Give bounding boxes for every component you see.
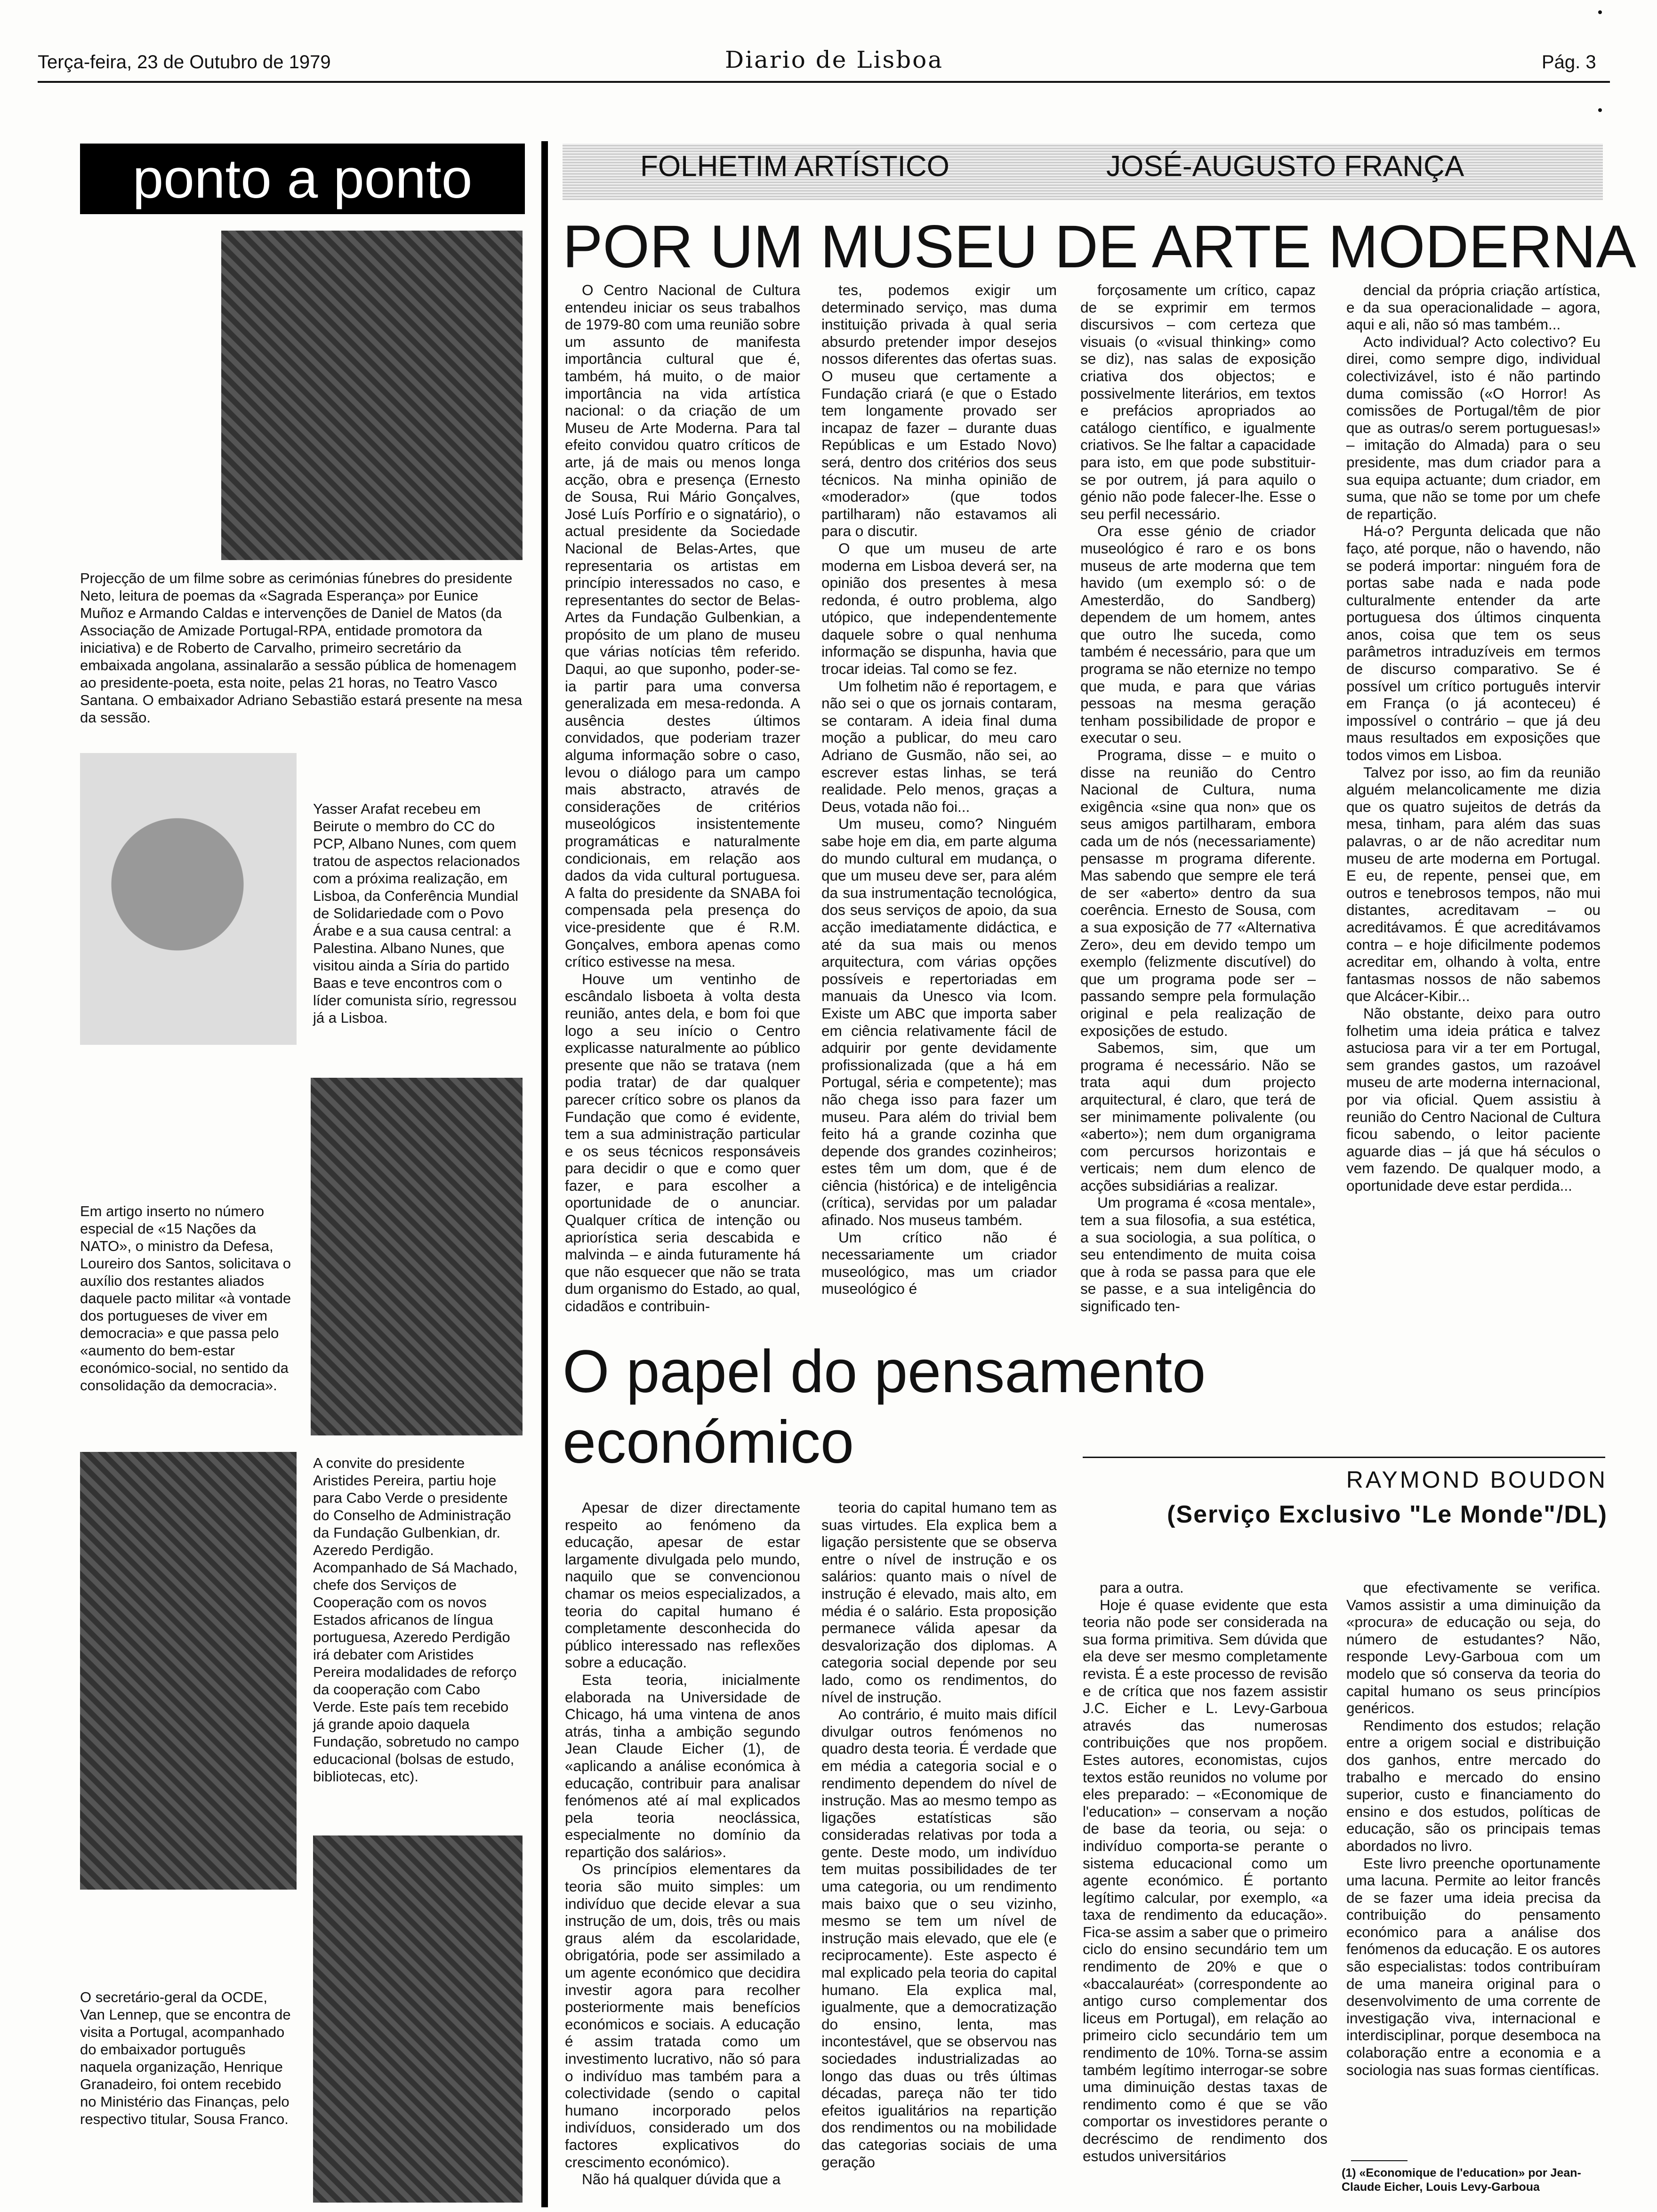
paragraph: Este livro preenche oportunamente uma lacuna. Permite ao leitor francês de se fazer uma ideia precisa da contribuição do pensamento económico para a análise dos fenómenos da educação. E os autores são especialistas: todos contribuíram de uma maneira original para o desenvolvimento de uma corrente de investigação viva, internacional e interdisciplinar, porque desemboca na colaboração entre a economia e a sociologia nas suas formas científicas.: [1346, 1854, 1601, 2078]
van-lennep-photo: [313, 1835, 523, 2203]
headline-papel: O papel do pensamento económico: [563, 1338, 1206, 1476]
funeral-procession-photo: [221, 231, 523, 560]
headline-museu: POR UM MUSEU DE ARTE MODERNA: [563, 213, 1636, 281]
paragraph: Ao contrário, é muito mais difícil divulgar outros fenómenos no quadro desta teoria. É verdade que em média a categoria social e o rendimento dependem do nível de instrução. Mas ao mesmo tempo as ligações estatísticas são consideradas relativas por toda a gente. Deste modo, um indivíduo tem muitas possibilidades de ter uma categoria, ou um rendimento mais baixo que o seu vizinho, mesmo se tem um nível de instrução mais elevado, que ele (e reciprocamente). Este aspecto é mal explicado pela teoria do capital humano. Ela explica mal, igualmente, que a democratização do ensino, lenta, mas incontestável, que se observou nas sociedades industrializadas ao longo das duas ou três últimas décadas, pareça não ter tido efeitos igualitários na repartição dos rendimentos ou na mobilidade das categorias sociais de uma geração: [821, 1706, 1057, 2171]
paragraph: Apesar de dizer directamente respeito ao fenómeno da educação, apesar de estar largamente divulgada pelo mundo, naquilo que se convencionou chamar os meios especializados, a teoria do capital humano é completamente desconhecida do público interessado nas reflexões sobre a educação.: [565, 1499, 800, 1671]
paragraph: Um programa é «cosa mentale», tem a sua filosofia, a sua estética, a sua sociologia, a sua política, o seu entendimento de muita coisa que à roda se passa para que ele se passe, e a sua inteligência do significado ten-: [1080, 1194, 1316, 1315]
paragraph: Acto individual? Acto colectivo? Eu direi, como sempre digo, individual colectivizável, isto é não partindo duma comissão («O Horror! As comissões de Portugal/têm de pior que as outras/o serem portuguesas!» – imitação do Almada) para o seu presidente, mas dum criador para a sua equipa actuante; dum criador, em suma, que não se tome por um chefe de repartição.: [1346, 333, 1601, 522]
folhetim-column-1: [565, 281, 800, 1315]
paragraph: Talvez por isso, ao fim da reunião alguém melancolicamente me dizia que os quatro sujeitos de detrás da mesa, tinham, para além das suas palavras, o ar de não acreditar num museu de arte moderna em Portugal. E eu, de repente, pensei que, em outros e tenebrosos tempos, não mui distantes, acreditavam – ou acreditávamos. É que acreditávamos contra – e hoje dificilmente podemos acreditar em, olhando à volta, entre fantasmas nossos de não sabemos que Alcácer-Kibir...: [1346, 763, 1601, 1005]
papel-column-2: [821, 1499, 1057, 2171]
paragraph: Um folhetim não é reportagem, e não sei o que os jornais contaram, se contaram. A ideia final duma moção a publicar, do meu caro Adriano de Gusmão, não sei, ao escrever estas linhas, se terá realidade. Pelo menos, graças a Deus, votada não foi...: [821, 677, 1057, 815]
service-credit: (Serviço Exclusivo "Le Monde"/DL): [1167, 1501, 1608, 1528]
masthead: Diario de Lisboa: [725, 46, 944, 73]
paragraph: para a outra.: [1100, 1579, 1184, 1596]
paragraph: forçosamente um crítico, capaz de se exprimir em termos discursivos – com certeza que visuais (o «visual thinking» como se diz), nas salas de exposição criativa dos objectos; e possivelmente literários, em textos e prefácios apropriados ao catálogo científico, e igualmente criativos. Se lhe faltar a capacidade para isto, em que pode substituir-se por outrem, já para aquilo o génio não pode falecer-lhe. Esse o seu perfil necessário.: [1080, 281, 1316, 522]
arafat-photo: [80, 753, 297, 1045]
paragraph: Os princípios elementares da teoria são muito simples: um indivíduo que decide elevar a sua instrução de um, dois, três ou mais graus além da escolaridade, obrigatória, pode ser assimilado a um agente económico que decidira investir agora para recolher posteriormente mais benefícios económicos e sociais. A educação é assim tratada como um investimento lucrativo, não só para o indivíduo mas também para a colectividade (sendo o capital humano incorporado pelos indivíduos, considerado um dos factores explicativos do crescimento económico).: [565, 1860, 800, 2171]
folhetim-label: FOLHETIM ARTÍSTICO: [640, 150, 949, 183]
papel-column-4: [1346, 1579, 1601, 2078]
paragraph: Houve um ventinho de escândalo lisboeta à volta desta reunião, antes dela, e bom foi que logo a seu início o Centro explicasse naturalmente ao público presente que não se tratava (nem podia tratar) de dar qualquer parecer crítico sobre os planos da Fundação que como é evidente, tem a sua administração particular e os seus técnicos responsáveis para decidir o que e como quer fazer, e para escolher a oportunidade de o anunciar. Qualquer crítica de intenção ou apriorística seria descabida e malvinda – e ainda futuramente há que não esquecer que não se trata dum organismo do Estado, ao qual, cidadãos e contribuin-: [565, 970, 800, 1315]
byline-rule: [1083, 1457, 1605, 1458]
azeredo-perdigao-photo: [80, 1452, 297, 1890]
folhetim-column-3: [1080, 281, 1316, 1315]
paragraph: dencial da própria criação artística, e da sua operacionalidade – agora, aqui e ali, não só mas também...: [1346, 281, 1601, 333]
paragraph: Rendimento dos estudos; relação entre a origem social e distribuição dos ganhos, entre mercado do trabalho e mercado do ensino superior, custo e financiamento do ensino e dos estudos, políticas de educação, são os principais temas abordados no livro.: [1346, 1716, 1601, 1854]
paragraph: Programa, disse – e muito o disse na reunião do Centro Nacional de Cultura, numa exigência «sine qua non» que os seus amigos partilharam, embora cada um de nós (necessariamente) pensasse m programa diferente. Mas sabendo que sempre ele terá de ser «aberto» dentro da sua coerência. Ernesto de Sousa, com a sua exposição de 77 «Alternativa Zero», deu em devido tempo um exemplo (felizmente discutível) do que um programa pode ser – passando sempre pela formulação original e pela realização de exposições de estudo.: [1080, 746, 1316, 1039]
speck: [1598, 10, 1602, 14]
page-number: Pág. 3: [1542, 52, 1596, 72]
paragraph: Há-o? Pergunta delicada que não faço, até porque, não o havendo, não se poderá importar: ninguém fora de portas sabe nada e nada pode culturalmente entender da arte portuguesa dos últimos cinquenta anos, coisa que tem os seus parâmetros intraduzíveis em termos de discurso comparativo. Se é possível um crítico português intervir em França (o já aconteceu) é impossível o contrário – que já deu maus resultados em exposições que todos vimos em Lisboa.: [1346, 522, 1601, 764]
paragraph: Esta teoria, inicialmente elaborada na Universidade de Chicago, há uma vintena de anos atrás, tinha a ambição segundo Jean Claude Eicher (1), de «aplicando a análise económica à educação, contribuir para analisar fenómenos até aí mal explicados pela teoria neoclássica, especialmente no domínio da repartição dos salários».: [565, 1671, 800, 1860]
header-date: Terça-feira, 23 de Outubro de 1979: [38, 52, 331, 72]
paragraph: Ora esse génio de criador museológico é raro e os bons museus de arte moderna que tem havido (um exemplo só: o de Amesterdão, do Sandberg) dependem de um homem, antes que outro lhe suceda, como também é necessário, para que um programa se não eternize no tempo que muda, e para que várias pessoas na mesma geração tenham possibilidade de propor e executar o seu.: [1080, 522, 1316, 746]
papel-column-1: [565, 1499, 800, 2188]
papel-column-3: [1083, 1579, 1327, 2164]
folhetim-column-4: [1346, 281, 1601, 1194]
caption-gulbenkian: A convite do presidente Aristides Pereira, partiu hoje para Cabo Verde o presidente do Conselho de Administração da Fundação Gulbenkian, dr. Azeredo Perdigão. Acompanhado de Sá Machado, chefe dos Serviços de Cooperação com os novos Estados africanos de língua portuguesa, Azeredo Perdigão irá debater com Aristides Pereira modalidades de reforço da cooperação com Cabo Verde. Este país tem recebido já grande apoio daquela Fundação, sobretudo no campo educacional (bolsas de estudo, bibliotecas, etc).: [313, 1455, 519, 1785]
paragraph: Um crítico não é necessariamente um criador museológico, mas um criador museológico é: [821, 1228, 1057, 1298]
paragraph: Não há qualquer dúvida que a: [582, 2171, 781, 2188]
paragraph: Um museu, como? Ninguém sabe hoje em dia, em parte alguma do mundo cultural em mudança, o que um museu deve ser, para além da sua instrumentação tecnológica, dos seus serviços de apoio, da sua acção imediatamente didáctica, e até da sua mais ou menos arquitectura, com várias opções possíveis e repertoriadas em manuais da Unesco via Icom. Existe um ABC que importa saber em ciência relativamente fácil de adquirir por gente devidamente profissionalizada (que a há em Portugal, séria e competente); mas não chega isso para fazer um museu. Para além do trivial bem feito há a grande cozinha que depende dos grandes cozinheiros; estes têm um dom, que é de ciência (histórica) e de inteligência (crítica), servidas por um paladar afinado. Nos museus também.: [821, 815, 1057, 1229]
paragraph: Não obstante, deixo para outro folhetim uma ideia prática e talvez astuciosa para vir a ter em Portugal, sem grandes gastos, um razoável museu de arte moderna internacional, por via oficial. Quem assistiu à reunião do Centro Nacional de Cultura ficou sabendo, o leitor paciente aguarde dias – já que há séculos o vem fazendo. De qualquer modo, a oportunidade deve estar perdida...: [1346, 1004, 1601, 1194]
caption-ocde: O secretário-geral da OCDE, Van Lennep, que se encontra de visita a Portugal, acompanhado do embaixador português naquela organização, Henrique Granadeiro, foi ontem recebido no Ministério das Finanças, pelo respectivo titular, Sousa Franco.: [80, 1989, 291, 2127]
folhetim-column-2: [821, 281, 1057, 1298]
paragraph: que efectivamente se verifica. Vamos assistir a uma diminuição da «procura» de educação ou seja, do número de estudantes? Não, responde Levy-Garboua com um modelo que só conserva da teoria do capital humano os seus princípios genéricos.: [1346, 1579, 1601, 1717]
paragraph: Hoje é quase evidente que esta teoria não pode ser considerada na sua forma primitiva. Sem dúvida que ela deve ser mesmo completamente revista. É a este processo de revisão e de crítica que nos fazem assistir J.C. Eicher e L. Levy-Garboua através das numerosas contribuições que nos propõem. Estes autores, economistas, cujos textos estão reunidos no volume por eles preparado: – «Economique de l'education» – conservam a noção de base da teoria, ou seja: o indivíduo comporta-se perante o sistema educacional como um agente económico. É portanto legítimo calcular, por exemplo, «a taxa de rendimento da educação». Fica-se assim a saber que o primeiro ciclo do ensino secundário tem um rendimento de 20% e que o «baccalauréat» (correspondente ao antigo curso complementar dos liceus em Portugal), em relação ao primeiro ciclo secundário tem um rendimento de 10%. Torna-se assim também legítimo interrogar-se sobre uma diminuição destas taxas de rendimento como é que se vão comportar os investidores perante o decréscimo de rendimento dos estudos universitários: [1083, 1596, 1327, 2164]
folhetim-author: JOSÉ-AUGUSTO FRANÇA: [1106, 150, 1464, 183]
speck: [1598, 108, 1602, 112]
footnote-rule: [1351, 2160, 1408, 2161]
header-rule: [38, 81, 1610, 83]
paragraph: tes, podemos exigir um determinado serviço, mas duma instituição privada à qual seria absurdo pretender impor desejos nossos diferentes das ofertas suas. O museu que certamente a Fundação criará (e que o Estado tem longamente provado ser incapaz de fazer – durante duas Repúblicas e um Estado Novo) será, dentro dos critérios dos seus técnicos. Na minha opinião de «moderador» (que todos partilharam) não estavamos ali para o discutir.: [821, 281, 1057, 540]
caption-arafat: Yasser Arafat recebeu em Beirute o membro do CC do PCP, Albano Nunes, com quem tratou de aspectos relacionados com a próxima realização, em Lisboa, da Conferência Mundial de Solidariedade com o Povo Árabe e a sua causa central: a Palestina. Albano Nunes, que visitou ainda a Síria do partido Baas e teve encontros com o líder comunista sírio, regressou já a Lisboa.: [313, 801, 520, 1026]
column-rule: [541, 141, 548, 2207]
paragraph: O Centro Nacional de Cultura entendeu iniciar os seus trabalhos de 1979-80 com uma reunião sobre um assunto de manifesta importância cultural que é, também, há muito, o de maior importância na vida artística nacional: o da criação de um Museu de Arte Moderna. Para tal efeito convidou quatro críticos de arte, já de mais ou menos longa acção, obra e presença (Ernesto de Sousa, Rui Mário Gonçalves, José Luís Porfírio e o signatário), o actual presidente da Sociedade Nacional de Belas-Artes, que representaria os artistas em princípio interessados no caso, e representantes do sector de Belas-Artes da Fundação Gulbenkian, a propósito de um plano de museu que várias notícias têm referido. Daqui, ao que suponho, poder-se-ia partir para uma conversa generalizada em mesa-redonda. A ausência destes últimos convidados, que poderiam trazer alguma informação sobre o caso, levou o diálogo para um campo mais abstracto, através de considerações de critérios museológicos insistentemente programáticas e naturalmente condicionais, em relação aos dados da vida cultural portuguesa. A falta do presidente da SNABA foi compensada pela presença do vice-presidente que é R.M. Gonçalves, embora apenas como crítico estivesse na mesa.: [565, 281, 800, 970]
author-byline: RAYMOND BOUDON: [1346, 1467, 1608, 1493]
caption-nato: Em artigo inserto no número especial de «15 Nações da NATO», o ministro da Defesa, Loureiro dos Santos, solicitava o auxílio dos restantes aliados daquele pacto militar «à vontade dos portugueses de viver em democracia» e que passa pelo «aumento do bem-estar económico-social, no sentido da consolidação da democracia».: [80, 1203, 291, 1394]
loureiro-dos-santos-photo: [311, 1078, 523, 1435]
caption-neto: Projecção de um filme sobre as cerimónias fúnebres do presidente Neto, leitura de poemas da «Sagrada Esperança» por Eunice Muñoz e Armando Caldas e intervenções de Daniel de Matos (da Associação de Amizade Portugal-RPA, entidade promotora da iniciativa) e de Roberto de Carvalho, primeiro secretário da embaixada angolana, assinalarão a sessão pública de homenagem ao presidente-poeta, esta noite, pelas 21 horas, no Teatro Vasco Santana. O embaixador Adriano Sebastião estará presente na mesa da sessão.: [80, 570, 523, 726]
paragraph: teoria do capital humano tem as suas virtudes. Ela explica bem a ligação persistente que se observa entre o nível de instrução e os salários: quanto mais o nível de instrução é elevado, mais alto, em média é o salário. Esta proposição permanece válida apesar da desvalorização dos diplomas. A categoria social depende por seu lado, como os rendimentos, do nível de instrução.: [821, 1499, 1057, 1706]
footnote: (1) «Economique de l'education» por Jean-Claude Eicher, Louis Levy-Garboua: [1342, 2166, 1581, 2194]
paragraph: O que um museu de arte moderna em Lisboa deverá ser, na opinião dos presentes à mesa redonda, é outro problema, algo utópico, que independentemente daquele sobre o qual nenhuma informação se dispunha, havia que trocar ideias. Tal como se fez.: [821, 539, 1057, 678]
section-title-ponto-a-ponto: ponto a ponto: [80, 144, 525, 214]
paragraph: Sabemos, sim, que um programa é necessário. Não se trata aqui dum projecto arquitectural, é claro, que terá de ser minimamente polivalente (ou «aberto»); nem dum organigrama com percursos horizontais e verticais; nem dum elenco de acções subsidiárias a realizar.: [1080, 1039, 1316, 1194]
